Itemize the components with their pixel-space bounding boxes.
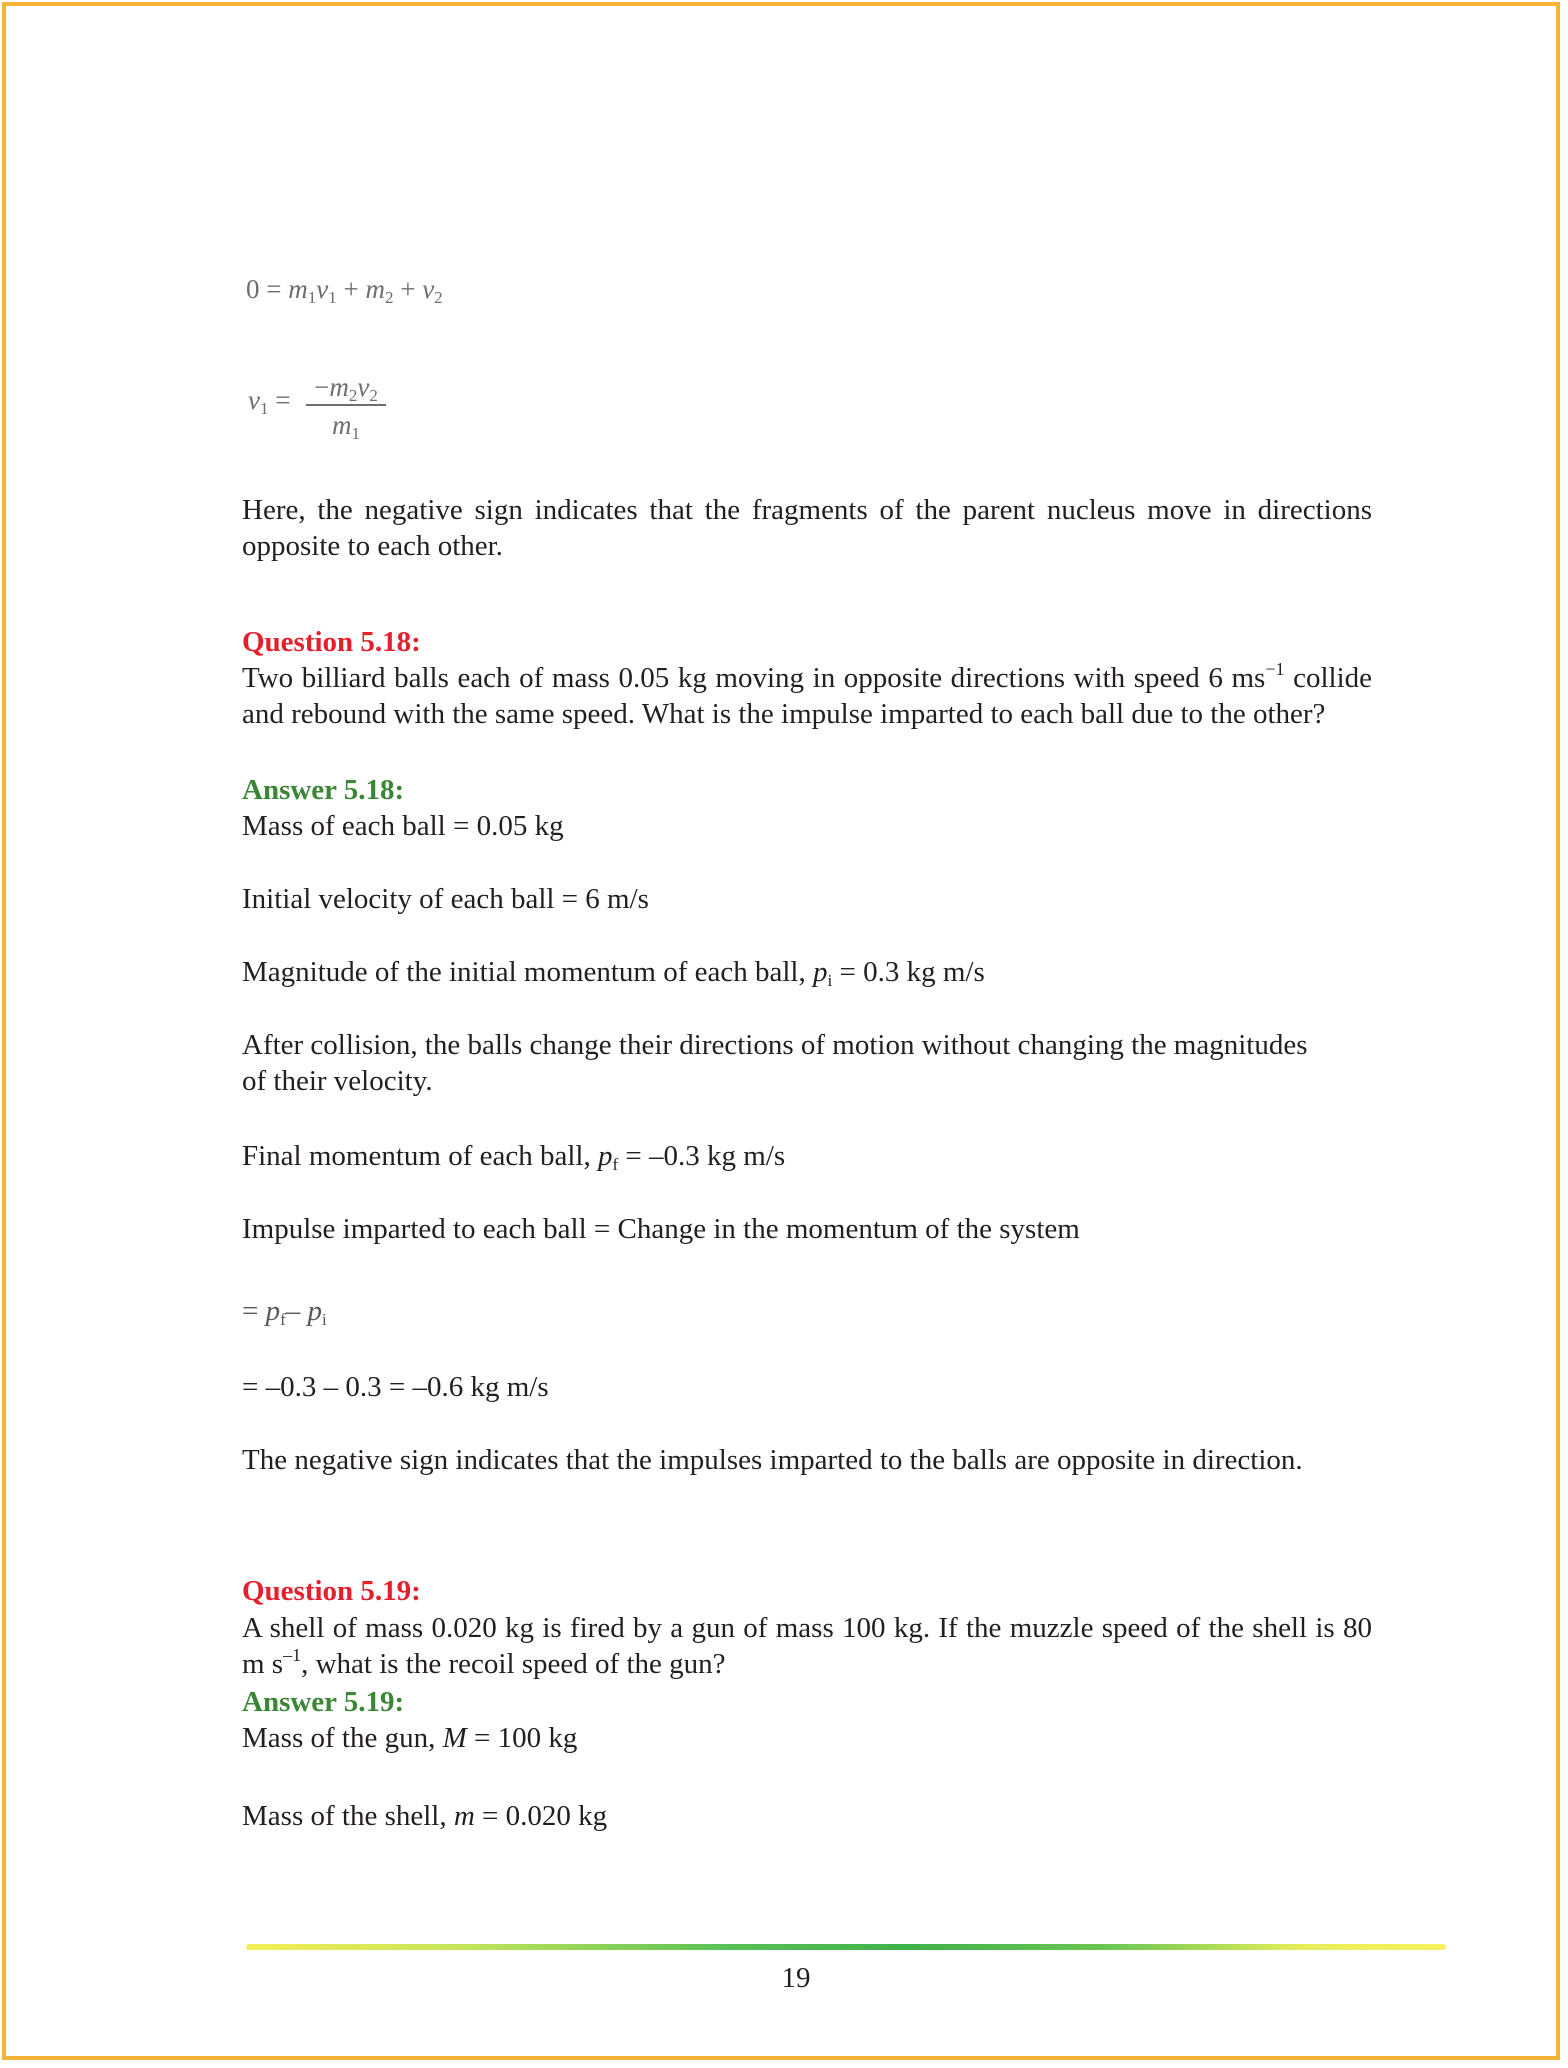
answer-impulse-equation: = $p_f-$ $p_i$ — [242, 1295, 327, 1329]
question-5-18-heading: Question 5.18: — [242, 626, 421, 658]
page-number: 19 — [781, 1962, 811, 1994]
answer-gun-mass-line: Mass of the gun, M = 100 kg — [242, 1722, 578, 1754]
answer-velocity-line: Initial velocity of each ball = 6 m/s — [242, 883, 649, 915]
answer-after-collision: After collision, the balls change their directions of motion without changing the magnitudes of their velocity. — [242, 1029, 1308, 1097]
equation-velocity-fraction — [306, 372, 386, 443]
fraction-numerator: $-m_2v_2$ — [314, 372, 378, 405]
question-5-19-text: A shell of mass 0.020 kg is fired by a gun of mass 100 kg. If the muzzle speed of the shell is 80 m $s^{-1}$, what is the recoil speed of the gun? — [242, 1612, 1372, 1680]
footer-divider — [246, 1944, 1446, 1950]
answer-impulse-line: Impulse imparted to each ball = Change in the momentum of the system — [242, 1213, 1080, 1245]
answer-shell-mass-line: Mass of the shell, m = 0.020 kg — [242, 1800, 608, 1832]
answer-5-19-heading: Answer 5.19: — [242, 1686, 405, 1718]
equation-momentum-sum: $0 = m_1v_1 + m_2 + v_2$ — [246, 274, 443, 307]
equation-velocity-lhs: $v_1$ = — [248, 385, 291, 418]
question-5-18-text: Two billiard balls each of mass 0.05 kg moving in opposite directions with speed 6 $ms^{-1}$ collide and rebound with the same speed. What is the impulse imparted to each ball due to the other? — [242, 659, 1372, 730]
answer-calculation-line: = –0.3 – 0.3 = –0.6 kg m/s — [242, 1371, 549, 1403]
fraction-denominator: $m_1$ — [332, 410, 360, 443]
answer-5-18-heading: Answer 5.18: — [242, 774, 405, 806]
answer-mass-line: Mass of each ball = 0.05 kg — [242, 810, 564, 842]
answer-conclusion: The negative sign indicates that the impulses imparted to the balls are opposite in direction. — [242, 1444, 1303, 1476]
paragraph-negative-sign: Here, the negative sign indicates that the fragments of the parent nucleus move in directions opposite to each other. — [242, 494, 1372, 562]
answer-initial-momentum-line: Magnitude of the initial momentum of each ball, $p_i = 0.3$ kg m/s — [242, 956, 985, 990]
question-5-19-heading: Question 5.19: — [242, 1575, 421, 1607]
answer-final-momentum-line: Final momentum of each ball, $p_f = -0.3$ kg m/s — [242, 1140, 786, 1174]
